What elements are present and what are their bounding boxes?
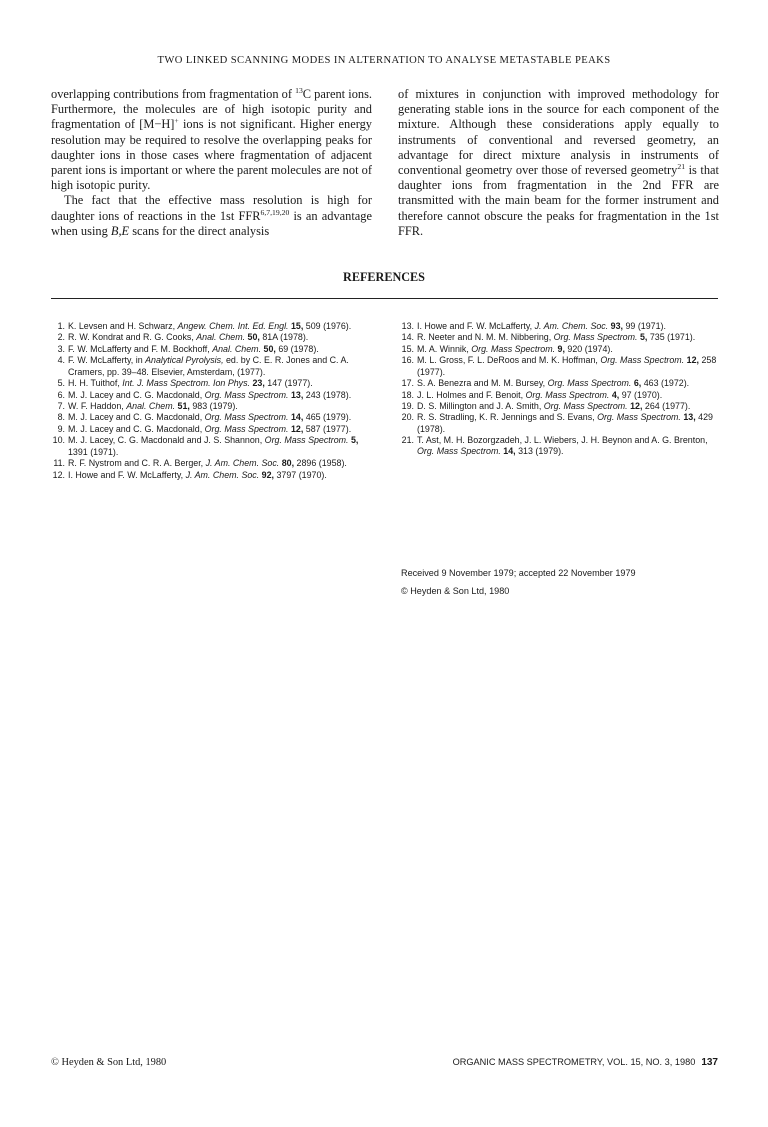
reference-pre: K. Levsen and H. Schwarz, [68, 321, 178, 331]
references-column-left [52, 321, 372, 481]
reference-item [52, 470, 372, 481]
reference-vol: 23, [250, 378, 265, 389]
reference-journal: Org. Mass Spectrom. [600, 355, 685, 366]
reference-number: 16. [401, 355, 414, 366]
reference-journal: Org. Mass Spectrom. [417, 446, 501, 457]
reference-text [417, 378, 721, 389]
references-column-right [401, 321, 721, 458]
reference-pre: J. L. Holmes and F. Benoit, [417, 389, 526, 400]
reference-number: 15. [401, 343, 414, 354]
body-paragraph [51, 87, 372, 193]
reference-post: 920 (1974). [564, 343, 613, 354]
reference-text [68, 412, 372, 423]
reference-journal: Org. Mass Spectrom. [264, 435, 349, 446]
reference-item [52, 424, 372, 435]
reference-post: 69 (1978). [275, 343, 319, 354]
reference-number: 13. [401, 321, 414, 331]
reference-number: 9. [57, 423, 65, 434]
references-heading: REFERENCES [343, 270, 425, 284]
reference-pre: M. J. Lacey, C. G. Macdonald and J. S. Shannon, [68, 435, 265, 446]
reference-pre: S. A. Benezra and M. M. Bursey, [417, 378, 548, 389]
reference-text [68, 344, 372, 355]
reference-post: 429 (1978). [417, 412, 713, 434]
reference-text [68, 321, 372, 332]
reference-pre: M. J. Lacey and C. G. Macdonald, [68, 412, 205, 423]
reference-journal: Org. Mass Spectrom. [553, 332, 638, 343]
body-column-right [398, 87, 719, 239]
reference-text [417, 390, 721, 401]
reference-journal: Org. Mass Spectrom. [471, 343, 556, 354]
reference-journal: Org. Mass Spectrom. [204, 389, 289, 400]
reference-pre: R. W. Kondrat and R. G. Cooks, [68, 332, 197, 343]
reference-item [52, 435, 372, 457]
reference-pre: D. S. Millington and J. A. Smith, [417, 401, 544, 411]
reference-number: 21. [401, 435, 414, 446]
citation-superscript: 6,7,19,20 [260, 207, 290, 217]
reference-pre: I. Howe and F. W. McLafferty, [68, 469, 186, 480]
reference-text [68, 355, 372, 377]
reference-pre: F. W. McLafferty, in [68, 355, 146, 366]
reference-post: 509 (1976). [303, 321, 352, 331]
text-span: The fact that the effective mass resolution is high for daughter ions of reactions in the 1st FFR [51, 193, 372, 223]
reference-post: 258 (1977). [417, 355, 717, 377]
reference-post: 463 (1972). [641, 378, 690, 389]
reference-number: 3. [57, 343, 65, 354]
reference-item [401, 435, 721, 457]
reference-text [68, 332, 372, 343]
reference-item [52, 355, 372, 377]
reference-item [401, 390, 721, 401]
italic-text: B,E [110, 223, 130, 238]
reference-item [52, 378, 372, 389]
text-span: overlapping contributions from fragmentation of [51, 87, 296, 101]
reference-pre: M. A. Winnik, [417, 343, 472, 354]
reference-text [417, 355, 721, 377]
running-head: TWO LINKED SCANNING MODES IN ALTERNATION TO ANALYSE METASTABLE PEAKS [157, 55, 611, 66]
reference-pre: M. L. Gross, F. L. DeRoos and M. K. Hoffman, [417, 355, 601, 366]
reference-number: 17. [401, 378, 414, 389]
text-span: is an advantage when using [51, 208, 373, 238]
reference-pre: T. Ast, M. H. Bozorgzadeh, J. L. Wiebers, J. H. Beynon and A. G. Brenton, [417, 435, 708, 446]
reference-pre: R. F. Nystrom and C. R. A. Berger, [68, 458, 206, 469]
reference-journal: Anal. Chem. [126, 401, 176, 411]
text-span: ions is not significant. Higher energy resolution may be required to resolve the overlapping peaks for daughter ions in those cases where fragmentation of adjacent parent ions is important or where the parent molecules are not of high isotopic purity. [51, 117, 372, 193]
reference-vol: 80, [279, 458, 295, 469]
received-note: Received 9 November 1979; accepted 22 November 1979 [401, 568, 636, 578]
reference-post: 983 (1979). [189, 401, 238, 411]
reference-item [52, 344, 372, 355]
reference-vol: 50, [245, 332, 260, 343]
reference-vol: 12, [627, 401, 643, 411]
reference-number: 4. [57, 355, 65, 366]
reference-number: 12. [52, 469, 65, 480]
reference-text [417, 401, 721, 412]
reference-pre: M. J. Lacey and C. G. Macdonald, [68, 423, 205, 434]
reference-post: 2896 (1958). [294, 458, 347, 469]
reference-item [401, 332, 721, 343]
reference-vol: 6, [631, 378, 642, 389]
reference-item [52, 332, 372, 343]
reference-pre: F. W. McLafferty and F. M. Bockhoff, [68, 343, 213, 354]
reference-post: 313 (1979). [515, 446, 564, 457]
reference-text [417, 332, 721, 343]
reference-vol: 13, [288, 389, 304, 400]
reference-item [401, 355, 721, 377]
reference-post: 97 (1970). [619, 389, 663, 400]
reference-item [401, 321, 721, 332]
reference-post: 3797 (1970). [274, 469, 327, 480]
reference-journal: Anal. Chem. [212, 343, 262, 354]
reference-journal: Org. Mass Spectrom. [547, 378, 632, 389]
reference-post: 147 (1977). [264, 378, 313, 389]
reference-text [417, 412, 721, 434]
reference-pre: R. Neeter and N. M. M. Nibbering, [417, 332, 554, 343]
reference-item [401, 378, 721, 389]
reference-vol: 93, [608, 321, 624, 331]
reference-text [68, 458, 372, 469]
reference-number: 19. [401, 401, 414, 411]
reference-vol: 50, [261, 343, 276, 354]
text-span: is that daughter ions from fragmentation in the 2nd FFR are transmitted with the main beam for the former instrument and therefore cannot obscure the peaks for fragmentation in the 1st FFR. [398, 163, 720, 238]
page-number: 137 [701, 1057, 718, 1068]
reference-post: 81A (1978). [259, 332, 309, 343]
reference-pre: I. Howe and F. W. McLafferty, [417, 321, 535, 331]
text-span: C parent ions. Furthermore, the molecules are of high isotopic purity and fragmentation of [M−H] [51, 87, 373, 132]
section-divider [51, 298, 718, 299]
reference-number: 20. [401, 412, 414, 423]
reference-journal: Org. Mass Spectrom. [597, 412, 681, 423]
reference-journal: Org. Mass Spectrom. [204, 423, 289, 434]
text-span: scans for the direct analysis [129, 223, 270, 238]
body-column-left [51, 87, 372, 239]
footer-journal: ORGANIC MASS SPECTROMETRY, VOL. 15, NO. 3, 1980 [452, 1057, 696, 1067]
reference-vol: 12, [288, 423, 304, 434]
reference-post: ed. by C. E. R. Jones and C. A. Cramers, pp. 39–48. Elsevier, Amsterdam, (1977). [68, 355, 349, 377]
body-paragraph [51, 193, 372, 239]
reference-vol: 5, [637, 332, 648, 343]
reference-vol: 12, [684, 355, 699, 366]
body-paragraph [398, 87, 719, 239]
reference-text [68, 424, 372, 435]
reference-item [401, 412, 721, 434]
citation-superscript: 21 [677, 161, 686, 171]
reference-journal: Org. Mass Spectrom. [525, 389, 610, 400]
reference-text [68, 401, 372, 412]
reference-text [68, 378, 372, 389]
reference-post: 243 (1978). [303, 389, 352, 400]
superscript: + [174, 116, 179, 126]
reference-journal: Angew. Chem. Int. Ed. Engl. [177, 321, 289, 331]
reference-number: 14. [401, 332, 414, 343]
reference-journal: J. Am. Chem. Soc. [185, 469, 260, 480]
text-span: of mixtures in conjunction with improved methodology for generating stable ions in the source for each component of the mixture. Although these considerations apply equally to instruments of conventional and reversed geometry, an advantage for direct mixture analysis in instruments of conventional geometry over those of reversed geometry [398, 87, 719, 178]
reference-number: 11. [53, 458, 65, 469]
reference-number: 1. [57, 321, 65, 331]
reference-journal: J. Am. Chem. Soc. [205, 458, 280, 469]
reference-pre: R. S. Stradling, K. R. Jennings and S. Evans, [417, 412, 598, 423]
reference-text [417, 435, 721, 457]
superscript: 13 [295, 85, 303, 95]
reference-vol: 14, [288, 412, 304, 423]
reference-number: 6. [57, 389, 65, 400]
footer-copyright: © Heyden & Son Ltd, 1980 [51, 1057, 167, 1068]
reference-vol: 51, [175, 401, 190, 411]
reference-post: 735 (1971). [647, 332, 696, 343]
reference-vol: 9, [555, 343, 565, 354]
reference-pre: H. H. Tuithof, [68, 378, 123, 389]
reference-item [52, 458, 372, 469]
reference-vol: 4, [609, 389, 620, 400]
reference-item [52, 390, 372, 401]
reference-item [52, 321, 372, 332]
reference-journal: Int. J. Mass Spectrom. Ion Phys. [122, 378, 251, 389]
reference-vol: 92, [259, 469, 275, 480]
reference-number: 7. [57, 401, 65, 411]
reference-text [68, 435, 372, 457]
reference-journal: Analytical Pyrolysis, [145, 355, 224, 366]
reference-vol: 15, [288, 321, 304, 331]
reference-text [68, 390, 372, 401]
reference-number: 18. [401, 389, 414, 400]
reference-number: 5. [57, 378, 65, 389]
reference-item [401, 344, 721, 355]
reference-number: 10. [52, 435, 65, 446]
reference-pre: W. F. Haddon, [68, 401, 127, 411]
reference-vol: 5, [348, 435, 359, 446]
reference-text [417, 321, 721, 332]
reference-journal: Org. Mass Spectrom. [543, 401, 628, 411]
reference-post: 1391 (1971). [68, 446, 119, 457]
copyright-notice: © Heyden & Son Ltd, 1980 [401, 586, 510, 596]
reference-item [52, 401, 372, 412]
reference-number: 8. [57, 412, 65, 423]
reference-post: 465 (1979). [303, 412, 352, 423]
reference-vol: 13, [680, 412, 696, 423]
reference-text [68, 470, 372, 481]
reference-vol: 14, [500, 446, 516, 457]
footer-journal-info [453, 1057, 718, 1068]
reference-journal: J. Am. Chem. Soc. [534, 321, 609, 331]
reference-post: 587 (1977). [303, 423, 352, 434]
reference-post: 264 (1977). [642, 401, 691, 411]
reference-journal: Org. Mass Spectrom. [204, 412, 289, 423]
reference-item [401, 401, 721, 412]
reference-item [52, 412, 372, 423]
reference-journal: Anal. Chem. [196, 332, 246, 343]
reference-number: 2. [57, 332, 65, 343]
reference-post: 99 (1971). [623, 321, 666, 331]
reference-text [417, 344, 721, 355]
reference-pre: M. J. Lacey and C. G. Macdonald, [68, 389, 205, 400]
